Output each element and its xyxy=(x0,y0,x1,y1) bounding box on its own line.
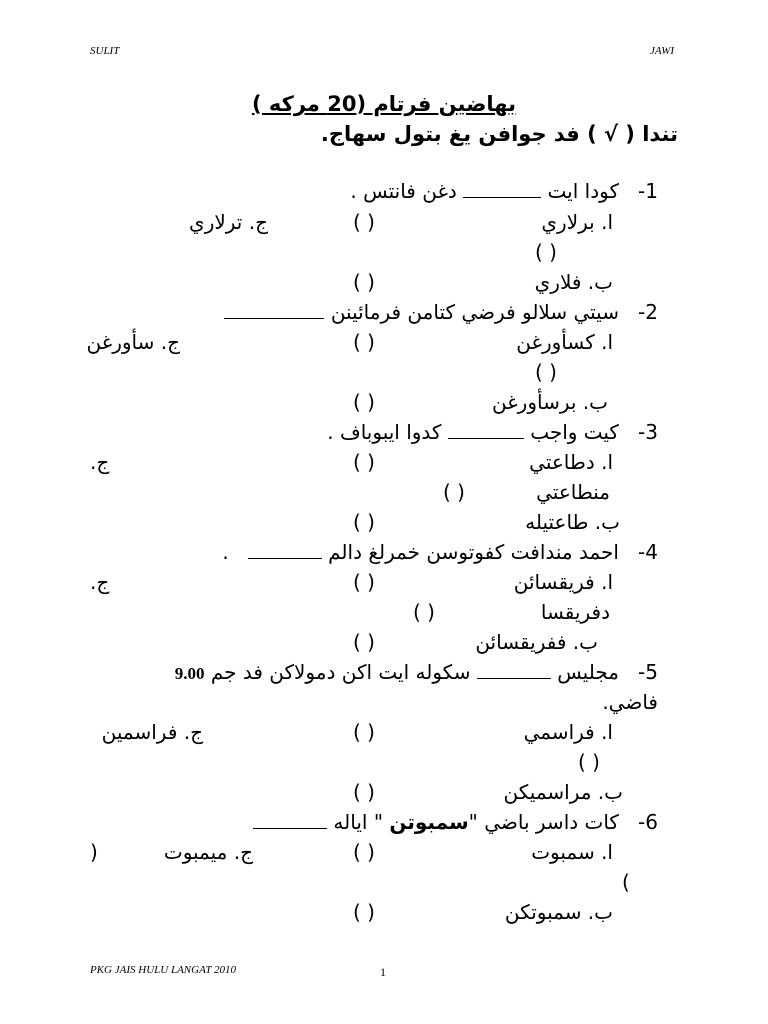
q6-option-a[interactable]: ا. سمبوت xyxy=(531,840,613,864)
q2-option-c[interactable]: ج. سأورغن xyxy=(86,330,180,354)
q2-option-b[interactable]: ب. برسأورغن xyxy=(492,390,608,414)
header-left: SULIT xyxy=(90,45,120,57)
question-6: -6 كات داسر باضي "سمبوتن " اياله xyxy=(253,808,658,836)
q4-option-c-box[interactable]: ( ) xyxy=(413,600,435,624)
q4-option-b[interactable]: ب. ففريقسائن xyxy=(475,630,598,654)
q5-option-a-box[interactable]: ( ) xyxy=(353,720,375,744)
q4-option-c-label: ج. xyxy=(90,570,110,594)
q3-option-c-label: ج. xyxy=(90,450,110,474)
q6-option-c-box-open[interactable]: ( xyxy=(90,840,98,864)
q4-option-a[interactable]: ا. فريقسائن xyxy=(513,570,613,594)
question-5: -5 مجليس سكوله ايت اكن دمولاكن فد جم 9.00 xyxy=(174,660,658,684)
answer-blank xyxy=(248,540,322,559)
question-1: -1 كودا ايت دغن فانتس . xyxy=(350,179,658,203)
page-number: 1 xyxy=(380,965,386,979)
q1-option-a[interactable]: ا. برلاري xyxy=(541,210,613,234)
q3-option-a-box[interactable]: ( ) xyxy=(353,450,375,474)
q2-option-c-box[interactable]: ( ) xyxy=(535,360,557,384)
q2-option-a-box[interactable]: ( ) xyxy=(353,330,375,354)
answer-blank xyxy=(253,810,327,829)
answer-blank xyxy=(448,420,524,439)
q1-option-c-box[interactable]: ( ) xyxy=(535,240,557,264)
q6-option-b[interactable]: ب. سمبوتكن xyxy=(504,900,613,924)
q3-option-a[interactable]: ا. دطاعتي xyxy=(529,450,613,474)
answer-blank xyxy=(463,179,541,198)
q2-option-b-box[interactable]: ( ) xyxy=(353,390,375,414)
answer-blank xyxy=(224,300,324,319)
answer-blank xyxy=(477,660,551,679)
q1-option-c[interactable]: ج. ترلاري xyxy=(189,210,268,234)
q3-option-b[interactable]: ب. طاعتيله xyxy=(525,510,620,534)
q6-option-c[interactable]: ج. ميمبوت xyxy=(163,840,253,864)
q5-option-c-box[interactable]: ( ) xyxy=(578,750,600,774)
keyword: سمبوتن xyxy=(389,810,469,834)
q1-option-a-box[interactable]: ( ) xyxy=(353,210,375,234)
q3-option-c-box[interactable]: ( ) xyxy=(443,480,465,504)
q4-option-a-box[interactable]: ( ) xyxy=(353,570,375,594)
q4-option-b-box[interactable]: ( ) xyxy=(353,630,375,654)
q1-option-b-box[interactable]: ( ) xyxy=(353,270,375,294)
q6-option-c-box-close: ) xyxy=(622,870,630,894)
question-number: -2 xyxy=(638,300,658,324)
question-number: -1 xyxy=(638,179,658,203)
q5-option-a[interactable]: ا. فراسمي xyxy=(523,720,613,744)
question-2: -2 سيتي سلالو فرضي كتامن فرمائينن xyxy=(224,298,658,326)
page-title: بهاضين فرتام (20 مركه ) xyxy=(251,92,517,116)
question-5-cont: فاضي. xyxy=(602,690,658,714)
instruction: تندا ( √ ) فد جوافن يغ بتول سهاج. xyxy=(320,122,678,146)
footer-left: PKG JAIS HULU LANGAT 2010 xyxy=(90,964,237,976)
question-number: -3 xyxy=(638,420,658,444)
q3-option-b-box[interactable]: ( ) xyxy=(353,510,375,534)
q5-option-b[interactable]: ب. مراسميكن xyxy=(503,780,623,804)
q5-option-c[interactable]: ج. فراسمين xyxy=(101,720,203,744)
question-4: -4 احمد مندافت كفوتوسن خمرلغ دالم . xyxy=(222,540,658,564)
question-number: -4 xyxy=(638,540,658,564)
time-value: 9.00 xyxy=(174,664,205,683)
q1-option-b[interactable]: ب. فلاري xyxy=(534,270,613,294)
q4-option-c[interactable]: دفريقسا xyxy=(540,600,610,624)
question-number: -5 xyxy=(638,660,658,684)
question-3: -3 كيت واجب كدوا ايبوباف . xyxy=(327,420,658,444)
q3-option-c[interactable]: منطاعتي xyxy=(536,480,610,504)
q2-option-a[interactable]: ا. كسأورغن xyxy=(516,330,613,354)
q6-option-a-box[interactable]: ( ) xyxy=(353,840,375,864)
q6-option-b-box[interactable]: ( ) xyxy=(353,900,375,924)
q5-option-b-box[interactable]: ( ) xyxy=(353,780,375,804)
question-number: -6 xyxy=(638,810,658,834)
header-right: JAWI xyxy=(650,45,675,57)
